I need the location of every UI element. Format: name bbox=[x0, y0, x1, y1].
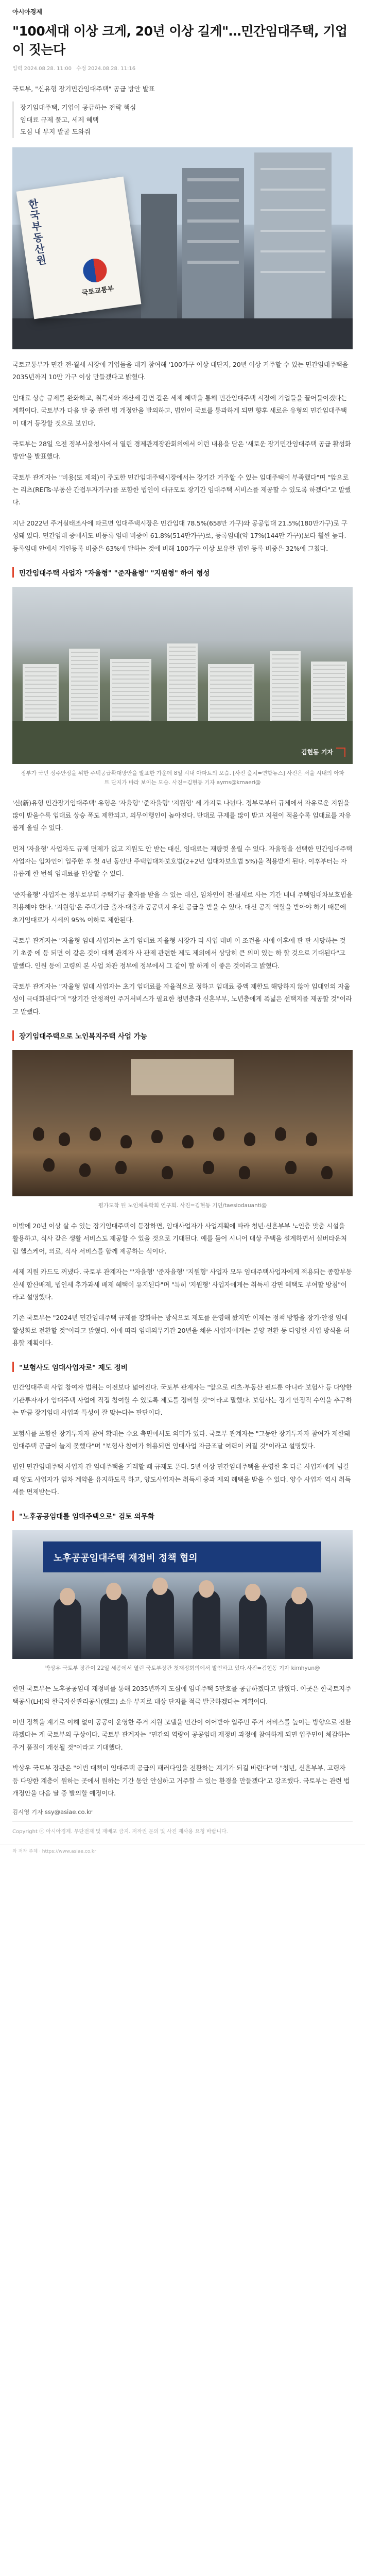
paragraph: 박상우 국토부 장관은 "이번 대책이 임대주택 공급의 패러다임을 전환하는 계기가 되길 바란다"며 "청년, 신혼부부, 고령자 등 다양한 계층이 원하는 곳에서 원하는 기간 동안 안심하고 거주할 수 있는 환경을 만들겠다"고 강조했다. 국토부는 관련 법 개정안을 다음 달 중 발의할 예정이다. bbox=[12, 1764, 350, 1797]
footer-bar bbox=[0, 1844, 365, 1857]
figure-2 bbox=[12, 587, 353, 788]
photo-caption: 정부가 국민 정주안정을 위한 주택공급확대방안을 발표한 가운데 8일 시내 아파트의 모습. [사진 출처=연합뉴스] 사진은 서울 시내의 아파트 단지가 바라 보이는 모습. 사진=김현동 기자 ayms@kmaeri@ bbox=[21, 770, 344, 786]
city-view-photo[interactable] bbox=[12, 587, 353, 764]
dateline bbox=[12, 64, 353, 72]
modified-date: 수정 2024.08.28. 11:16 bbox=[76, 66, 136, 72]
photo-caption: 박상우 국토부 장관이 22일 세종에서 열린 국토부장관 첫재정회의에서 발언하고 있다.사진=김현동 기자 kimhyun@ bbox=[45, 1665, 320, 1672]
copyright-notice: Copyright ⓒ 아시아경제. 무단전재 및 재배포 금지. 저작권 문의 및 사진 재사용 요청 바랍니다. bbox=[12, 1821, 353, 1835]
paragraph: '신(新)유형 민간장기임대주택' 유형은 '자율형' '준자율형' '지원형' 세 가지로 나뉜다. 정부로부터 규제에서 자유로운 지원을 많이 받을수록 임대료 상승 폭도 제한되고, 의무이행인이 높아진다. 반대로 규제를 많이 받고 지원이 적을수록 임대료를 자유롭게 올릴 수 있다. bbox=[12, 799, 351, 832]
building bbox=[254, 152, 332, 323]
figure-1 bbox=[12, 147, 353, 349]
subhead: "보험사도 임대사업자로" 제도 정비 bbox=[12, 1362, 353, 1372]
paragraph: 법인 민간임대주택 사업자 간 임대주택을 거래할 때 규제도 푼다. 5년 이상 민간임대주택을 운영한 후 다른 사업자에게 넘길 때 양도 사업자가 임차 계약을 유지하도록 하고, 양도사업자는 취득세 중과 제외 혜택을 받을 수 있다. 양수 사업자 역시 취득세를 면제받는다. bbox=[12, 1463, 351, 1496]
paragraph: 먼저 '자율형' 사업자도 규제 면제가 없고 지원도 안 받는 대신, 임대료는 재량껏 올릴 수 있다. 자율형을 선택한 민간임대주택 사업자는 임차인이 입주한 후 첫 4년 동안만 주택임대차보호법(2+2년 임대차보호법 5%)을 적용받게 된다. 이후부터는 자유롭게 한 번씩 임대료를 인상할 수 있다. bbox=[12, 844, 353, 878]
seminar-photo[interactable] bbox=[12, 1050, 353, 1196]
lead-item: 도심 내 부지 발굴 도와줘 bbox=[20, 128, 91, 136]
article-title: "100세대 이상 크게, 20년 이상 길게"…민간임대주택, 기업이 짓는다 bbox=[12, 24, 347, 57]
paragraph: 민간임대주택 사업 참여자 범위는 이전보다 넓어진다. 국토부 관계자는 "앞으로 리츠·부동산 펀드뿐 아니라 보험사 등 다양한 기관투자자가 임대주택 사업에 직접 참여할 수 있도록 제도를 정비할 것"이라고 말했다. 보험사는 장기 안정적 수익을 추구하는 만큼 장기임대 사업과 특성이 잘 맞는다는 판단이다. bbox=[12, 1383, 352, 1417]
corner-mark-icon bbox=[336, 748, 345, 757]
paragraph: 세제 지원 카드도 꺼냈다. 국토부 관계자는 "'자율형' '준자율형' '지원형' 사업자 모두 임대주택사업자에게 적용되는 종합부동산세 합산배제, 법인세 추가과세 배제 혜택이 유지된다"며 "특히 '지원형' 사업자에게는 취득세 감면 혜택도 부여할 방침"이라고 설명했다. bbox=[12, 1268, 352, 1301]
body-section-2 bbox=[12, 797, 353, 1019]
published-date: 입력 2024.08.28. 11:00 bbox=[12, 66, 72, 72]
figure-3 bbox=[12, 1050, 353, 1211]
agency-sign bbox=[16, 177, 142, 319]
paragraph: 임대료 상승 규제를 완화하고, 취득세와 재산세 감면 같은 세제 혜택을 통해 민간임대주택 시장에 기업들을 끌어들이겠다는 계획이다. 국토부가 다음 달 중 관련 법 개정안을 발의하고, 법인이 국토를 통과하게 되면 향후 새로운 유형의 민간임대주택이 대거 등장할 것으로 보인다. bbox=[12, 394, 347, 427]
event-photo[interactable] bbox=[12, 1530, 353, 1659]
building bbox=[182, 168, 244, 323]
ministry-logo bbox=[63, 255, 129, 299]
photo-caption: 평가도착 된 노인체육학회 연구회. 사진=김현동 기인/taesiodauanti@ bbox=[98, 1202, 267, 1209]
paragraph: 국토부 관계자는 "자율형 임대 사업자는 초기 임대료를 자율적으로 정하고 임대료 증액 제한도 해당하지 않아 임대인의 자율성이 극대화된다"며 "장기간 안정적인 주거서비스가 필요한 청년층과 신혼부부, 노년층에게 폭넓은 선택지를 제공할 것"이라고 말했다. bbox=[12, 982, 352, 1015]
paragraph: 기존 국토부는 "2024년 민간임대주택 규제를 강화하는 방식으로 제도를 운영해 왔지만 이제는 정책 방향을 장기·안정 임대 활성화로 전환할 것"이라고 밝혔다. 이에 따라 임대의무기간 20년을 채운 사업자에게는 분양 전환 등 다양한 사업 방식을 허용할 계획이다. bbox=[12, 1314, 350, 1347]
subhead: "노후공공임대를 임대주택으로" 검토 의무화 bbox=[12, 1511, 353, 1521]
watermark-label: 김현동 기자 bbox=[301, 749, 333, 756]
lead-list bbox=[12, 101, 353, 138]
paragraph: '준자율형' 사업자는 정부로부터 주택기금 출자를 받을 수 있는 대신, 임차인이 전·월세로 사는 기간 내내 주택임대차보호법을 적용해야 한다. '지원형'은 주택기금 출자·대출과 공공택지 우선 공급을 받을 수 있다. 대신 공적 역할을 받아야 하기 때문에 초기임대료가 시세의 95% 이하로 제한된다. bbox=[12, 890, 353, 924]
footer-text[interactable]: 와 저작 주체 · https://www.asiae.co.kr bbox=[12, 1849, 96, 1855]
lead-item: 장기임대주택, 기업이 공급하는 전략 핵심 bbox=[20, 103, 136, 111]
logo-label: 국토교통부 bbox=[81, 285, 115, 297]
presentation-screen bbox=[131, 1059, 234, 1095]
body-section-1 bbox=[12, 359, 353, 555]
byline[interactable]: 김시영 기자 ssy@asiae.co.kr bbox=[12, 1808, 93, 1816]
paragraph: 지난 2022년 주거실태조사에 따르면 임대주택시장은 민간임대 78.5%(658만 가구)와 공공임대 21.5%(180만가구)로 구성돼 있다. 민간임대 중에서도 비등록 임대 비중이 61.8%(514만가구)로, 등록임대(약 17%(144만 가구))보다 훨씬 높다. 등록임대 안에서 개인등록 비중은 63%에 달하는 것에 비해 100가구 이상 보유한 법인 등록 비중은 32%에 그쳤다. bbox=[12, 519, 347, 552]
building bbox=[141, 194, 177, 323]
building-sign-photo[interactable] bbox=[12, 147, 353, 349]
lead-item: 임대료 규제 풀고, 세제 혜택 bbox=[20, 115, 99, 124]
body-section-3 bbox=[12, 1220, 353, 1349]
paragraph: 이번 정책을 계기로 이해 없이 공공이 운영한 주거 지원 모델을 민간이 이어받아 입주민 주거 서비스를 높이는 방향으로 전환하겠다는 게 국토부의 구상이다. 국토부 관계자는 "민간의 역량이 공공임대 재정비 과정에 참여하게 되면 입주민이 체감하는 주거 품질이 개선될 것"이라고 기대했다. bbox=[12, 1718, 351, 1751]
paragraph: 한편 국토부는 노후공공임대 재정비를 통해 2035년까지 도심에 임대주택 5만호를 공급하겠다고 밝혔다. 이곳은 한국토지주택공사(LH)와 한국자산관리공사(캠코) 소유 부지로 대상 단지를 적극 발굴하겠다는 계획이다. bbox=[12, 1685, 351, 1705]
lead-summary bbox=[12, 83, 353, 138]
body-section-4 bbox=[12, 1381, 353, 1498]
section-label[interactable]: 아시아경제 bbox=[12, 8, 42, 15]
event-banner bbox=[43, 1541, 321, 1572]
banner-text: 노후공공임대주택 재정비 정책 협의 bbox=[54, 1553, 198, 1564]
paragraph: 국토교통부가 민간 전·월세 시장에 기업들을 대거 참여해 '100가구 이상 대단지, 20년 이상 거주할 수 있는 민간임대주택을 2035년까지 10만 가구 이상 만들겠다고 밝혔다. bbox=[12, 361, 349, 381]
body-section-5 bbox=[12, 1683, 353, 1800]
paragraph: 보험사를 포함한 장기투자자 참여 확대는 수요 측면에서도 의미가 있다. 국토부 관계자는 "그동안 장기투자자 참여가 제한돼 임대주택 공급이 늘지 못했다"며 "보험사 참여가 허용되면 임대사업 자금조달 여력이 커질 것"이라고 설명했다. bbox=[12, 1429, 350, 1450]
figure-4 bbox=[12, 1530, 353, 1673]
photo-watermark bbox=[301, 748, 345, 757]
paragraph: 국토부는 28일 오전 정부서울청사에서 열린 경제관계장관회의에서 이런 내용을 담은 '새로운 장기민간임대주택 공급 활성화 방안'을 발표했다. bbox=[12, 439, 351, 461]
lead-first-line: 국토부, "신유형 장기민간임대주택" 공급 방안 발표 bbox=[12, 85, 155, 93]
sign-text: 한국부동산원 bbox=[25, 198, 48, 267]
paragraph: 이밖에 20년 이상 살 수 있는 장기임대주택이 등장하면, 임대사업자가 사업계획에 따라 청년·신혼부부 노인층 맞춤 시설을 활용하고, 식사 같은 생활 서비스도 제공할 수 있을 것으로 기대된다. 예를 들어 시니어 대상 주택을 설계하면서 실버타운처럼 헬스케어, 의료, 식사 서비스를 함께 제공하는 식이다. bbox=[12, 1222, 347, 1255]
subhead: 민간임대주택 사업자 "자율형" "준자율형" "지원형" 하여 형성 bbox=[12, 567, 353, 578]
taegeuk-logo-icon bbox=[81, 257, 108, 284]
ground bbox=[12, 318, 353, 349]
subhead: 장기임대주택으로 노인복지주택 사업 가능 bbox=[12, 1030, 353, 1041]
paragraph: 국토부 관계자는 "비용(또 제외)이 주도한 민간임대주택시장에서는 장기간 거주할 수 있는 임대주택이 부족했다"며 "앞으로는 리츠(REITs·부동산 간접투자기구)를 포함한 법인이 대규모로 장기간 임대주택 서비스를 제공할 수 있도록 하겠다"고 말했다. bbox=[12, 473, 351, 506]
paragraph: 국토부 관계자는 "자율형 임대 사업자는 초기 임대료 자율형 시장가 리 사업 대비 이 조건을 시에 이후에 관 관 시당하는 것 기 초중 에 등 되면 이 같은 것이 대책 관계자 사 관제 관련한 제도 제외에서 상당히 큰 의미 있는 하 할 것으로 기대된다"고 말했다. 인원 등에 고령의 본 사업 차관 정부에 정부에서 그 같이 할 하게 이 좋은 것이라고 밝혔다. bbox=[12, 936, 346, 970]
